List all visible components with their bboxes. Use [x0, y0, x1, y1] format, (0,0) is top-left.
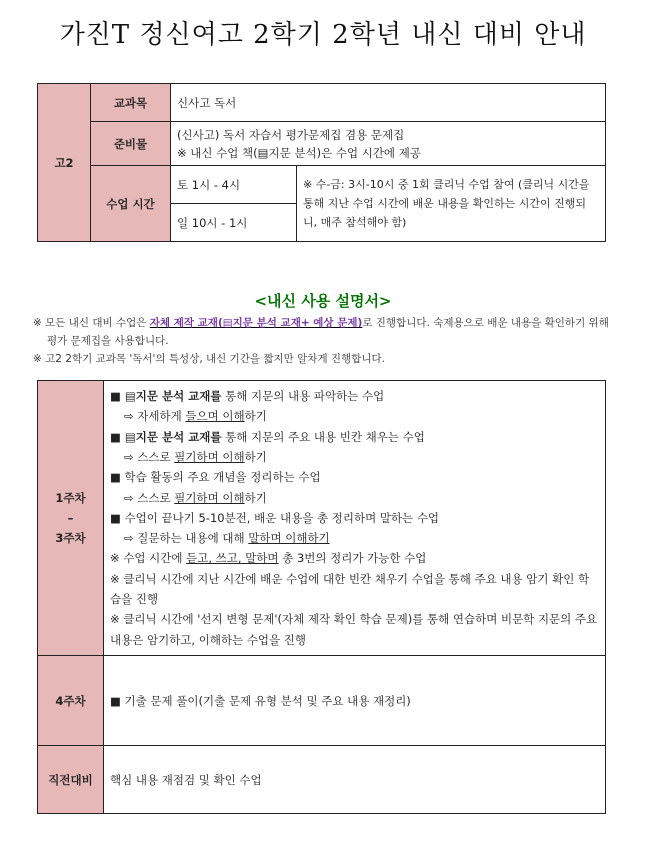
bullet-text: ■ ▤지문 분석 교재를	[110, 429, 222, 444]
week1-3-content	[104, 381, 606, 656]
final-label: 직전대비	[38, 746, 104, 814]
time-saturday: 토 1시 - 4시	[171, 166, 297, 204]
time-label: 수업 시간	[91, 166, 171, 242]
materials-line: (신사고) 독서 자습서 평가문제집 겸용 문제집	[177, 127, 405, 142]
line-text: 통해 지문의 주요 내용 빈칸 채우는 수업	[221, 429, 425, 444]
week-label: 1주차	[55, 491, 86, 505]
note-highlight: 자체 제작 교재(▤지문 분석 교재+ 예상 문제)	[149, 317, 363, 329]
course-info-table	[37, 83, 606, 242]
schedule-table	[37, 380, 606, 814]
week4-label: 4주차	[38, 656, 104, 746]
note-text: 로 진행합니다. 숙제용으로 배운 내용을 확인하기 위해 평가 문제집을 사용합니다.	[47, 317, 609, 347]
underlined-text: 말하며 이해하기	[248, 531, 330, 546]
time-sunday: 일 10시 - 1시	[171, 204, 297, 242]
note-text: ※ 모든 내신 대비 수업은	[33, 317, 150, 329]
materials-line: ※ 내신 수업 책(▤지문 분석)은 수업 시간에 제공	[177, 145, 421, 160]
line-text: ※ 수업 시간에	[110, 551, 187, 566]
bullet-text: ■	[110, 510, 121, 525]
line-text: 통해 지문의 내용 파악하는 수업	[221, 389, 385, 404]
subject-label: 교과목	[91, 84, 171, 122]
grade-cell: 고2	[38, 84, 91, 242]
schedule-line	[110, 548, 599, 568]
manual-notes	[33, 314, 613, 368]
line-text: 하기	[244, 409, 267, 424]
schedule-line	[110, 427, 599, 447]
bullet-text: ■ ▤지문 분석 교재를	[110, 389, 222, 404]
schedule-line	[110, 386, 599, 406]
schedule-line	[110, 528, 599, 548]
subject-value: 신사고 독서	[171, 84, 606, 122]
clinic-note: ※ 수-금: 3시-10시 중 1회 클리닉 수업 참여 (클리닉 시간을 통해 지난 수업 시간에 배운 내용을 확인하는 시간이 진행되니, 매주 참석해야 함)	[297, 166, 606, 242]
line-text: 총 3번의 정리가 가능한 수업	[278, 551, 427, 566]
underlined-text: 필기하며 이해	[174, 449, 245, 464]
line-text: 하기	[244, 449, 267, 464]
week-label: 3주차	[55, 531, 86, 545]
underlined-text: 들으며 이해	[185, 409, 245, 424]
bullet-text: ■	[110, 470, 121, 485]
line-text: ⇨ 질문하는 내용에 대해	[124, 531, 249, 546]
schedule-note: ※ 클리닉 시간에 지난 시간에 배운 수업에 대한 빈칸 채우기 수업을 통해 주요 내용 암기 확인 학습을 진행	[110, 571, 590, 607]
line-text: 학습 활동의 주요 개념을 정리하는 수업	[120, 470, 321, 485]
materials-label: 준비물	[91, 122, 171, 166]
final-content: 핵심 내용 재점검 및 확인 수업	[104, 746, 606, 814]
line-text: ⇨ 스스로	[124, 490, 175, 505]
page-title: 가진T 정신여고 2학기 2학년 내신 대비 안내	[59, 20, 587, 50]
line-text: ⇨ 스스로	[124, 449, 175, 464]
underlined-text: 필기하며 이해	[174, 490, 245, 505]
schedule-line	[110, 488, 599, 508]
schedule-line	[110, 508, 599, 528]
schedule-note: ※ 클리닉 시간에 '선지 변형 문제'(자체 제작 확인 학습 문제)를 통해 연습하며 비문학 지문의 주요 내용은 암기하고, 이해하는 수업을 진행	[110, 612, 598, 647]
schedule-line	[110, 467, 599, 487]
week-label: –	[67, 511, 74, 525]
schedule-line	[110, 447, 599, 467]
line-text: ⇨ 자세하게	[124, 409, 186, 424]
line-text: 하기	[244, 490, 267, 505]
week4-content: ■ 기출 문제 풀이(기출 문제 유형 분석 및 주요 내용 재정리)	[104, 656, 606, 746]
underlined-text: 듣고, 쓰고, 말하며	[186, 551, 279, 566]
note-text: ※ 고2 2학기 교과목 '독서'의 특성상, 내신 기간을 짧지만 알차게 진행합니다.	[33, 353, 385, 365]
schedule-line	[110, 406, 599, 426]
manual-heading: <내신 사용 설명서>	[254, 292, 392, 310]
line-text: 수업이 끝나기 5-10분전, 배운 내용을 총 정리하며 말하는 수업	[120, 510, 440, 525]
